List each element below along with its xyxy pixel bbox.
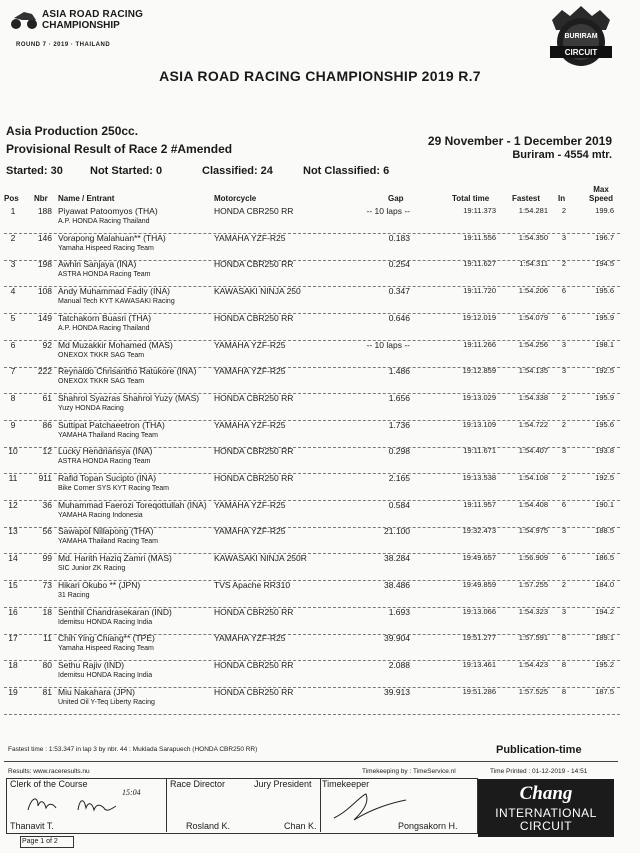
clerk-handwritten-time: 15:04 (122, 788, 141, 797)
column-header-in: In (558, 194, 566, 203)
cell-name: Rafid Topan Sucipto (INA) (58, 473, 157, 483)
cell-moto: YAMAHA YZF-R25 (214, 633, 286, 644)
cell-name: Senthil Chandrasekaran (IND) (58, 606, 172, 617)
cell-in: 6 (561, 286, 567, 296)
cell-name: Shahrol Syazras Shahrol Yuzy (MAS) (58, 392, 200, 403)
table-row (0, 498, 640, 528)
cell-pos: 17 (8, 633, 18, 644)
logo-line-2: CHAMPIONSHIP (42, 20, 120, 31)
cell-gap: 2.088 (388, 659, 410, 670)
cell-total: 19:11.373 (463, 206, 496, 215)
event-date: 29 November - 1 December 2019 (427, 134, 612, 148)
cell-nbr: 222 (37, 366, 52, 377)
cell-fastest: 1:54.975 (518, 526, 548, 536)
cell-name: Andy Muhammad Fadly (INA) (58, 286, 170, 297)
cell-pos: 7 (10, 366, 16, 377)
cell-speed: 195.2 (595, 659, 614, 669)
table-row (0, 444, 640, 474)
championship-logo (8, 6, 144, 52)
cell-fastest: 1:54.206 (518, 286, 548, 296)
column-header-total-time: Total time (452, 194, 490, 203)
cell-total: 19:13.109 (462, 419, 496, 429)
cell-team: Manual Tech KYT KAWASAKI Racing (58, 298, 175, 306)
table-row (0, 471, 640, 501)
cell-nbr: 911 (38, 473, 52, 483)
jury-label: Jury President (254, 779, 312, 789)
table-row (0, 284, 640, 314)
cell-total: 19:11.556 (463, 232, 496, 242)
buriram-circuit-badge (544, 4, 618, 74)
cell-moto: YAMAHA YZF-R25 (214, 232, 286, 243)
cell-pos: 2 (10, 232, 16, 243)
cell-pos: 6 (10, 339, 16, 350)
cell-gap: 1.693 (388, 606, 410, 617)
cell-speed: 195.6 (595, 286, 614, 296)
cell-fastest: 1:54.323 (518, 606, 548, 616)
table-row (0, 391, 640, 421)
table-row (0, 524, 640, 554)
cell-nbr: 61 (42, 392, 52, 403)
cell-in: 6 (561, 499, 567, 509)
cell-in: 3 (561, 366, 567, 376)
cell-nbr: 81 (42, 686, 52, 697)
cell-nbr: 12 (42, 446, 52, 457)
cell-speed: 195.9 (595, 392, 614, 402)
cell-team: Bike Corner SYS KYT Racing Team (58, 485, 170, 492)
cell-gap: 38.486 (384, 579, 410, 590)
cell-name: Sethu Rajiv (IND) (58, 659, 125, 670)
badge-top-text: BURIRAM (564, 33, 598, 40)
cell-speed: 187.5 (595, 686, 614, 696)
cell-fastest: 1:54.079 (518, 312, 548, 322)
cell-gap: -- 10 laps -- (366, 206, 410, 216)
sponsor-line-3: CIRCUIT (519, 819, 573, 833)
cell-name: Suttipat Patchaeetron (THA) (58, 419, 165, 430)
cell-in: 6 (561, 312, 567, 322)
cell-team: Idemitsu HONDA Racing India (58, 671, 153, 679)
cell-pos: 4 (10, 286, 16, 297)
table-row (0, 418, 640, 448)
cell-total: 19:51.277 (462, 633, 496, 643)
cell-team: United Oil Y-Teq Liberty Racing (58, 698, 155, 706)
sponsor-line-1: Chang (519, 783, 573, 804)
cell-name: Chih Ying Chiang** (TPE) (58, 633, 155, 644)
cell-fastest: 1:57.591 (518, 633, 548, 643)
time-printed: Time Printed : 01-12-2019 - 14:51 (490, 768, 588, 775)
cell-moto: YAMAHA YZF-R25 (214, 366, 286, 377)
event-location: Buriram - 4554 mtr. (512, 149, 612, 161)
cell-pos: 3 (10, 259, 16, 270)
cell-moto: KAWASAKI NINJA 250R (214, 553, 307, 564)
cell-total: 19:49.859 (462, 579, 496, 589)
table-row (0, 578, 640, 608)
cell-gap: 0.254 (388, 259, 410, 270)
cell-fastest: 1:54.108 (518, 473, 548, 482)
column-header-motorcycle: Motorcycle (214, 194, 257, 203)
column-header-max: Max (593, 185, 609, 194)
cell-name: Muhammad Faerozi Toreqottullah (INA) (58, 499, 207, 510)
cell-speed: 195.6 (595, 419, 614, 429)
cell-in: 3 (561, 446, 567, 456)
cell-nbr: 92 (42, 339, 52, 350)
sponsor-line-2: INTERNATIONAL (495, 806, 597, 820)
cell-nbr: 146 (37, 232, 52, 243)
cell-pos: 19 (8, 686, 18, 697)
cell-nbr: 80 (42, 659, 52, 670)
cell-nbr: 188 (37, 206, 52, 216)
cell-moto: HONDA CBR250 RR (214, 446, 294, 457)
cell-total: 19:11.720 (463, 286, 496, 296)
cell-name: Reynaldo Chrisantho Ratukore (INA) (58, 366, 197, 377)
cell-pos: 12 (8, 499, 18, 510)
cell-moto: YAMAHA YZF-R25 (214, 419, 286, 430)
results-website: Results: www.raceresults.nu (8, 768, 90, 775)
timekeeper-signature (330, 790, 410, 824)
cell-nbr: 73 (42, 579, 52, 590)
column-header-name: Name / Entrant (58, 194, 115, 203)
cell-total: 19:32.473 (462, 526, 496, 536)
cell-gap: 1.656 (388, 392, 410, 403)
cell-pos: 5 (10, 312, 16, 323)
cell-in: 2 (561, 579, 567, 589)
cell-name: Md. Harith Haziq Zamri (MAS) (58, 553, 172, 564)
cell-in: 8 (561, 659, 567, 669)
clerk-signature (26, 792, 136, 818)
cell-gap: 1.736 (388, 419, 410, 430)
cell-in: 2 (561, 419, 567, 429)
cell-moto: HONDA CBR250 RR (214, 686, 294, 697)
cell-in: 2 (561, 392, 567, 402)
cell-team: ONEXOX TKKR SAG Team (58, 351, 145, 359)
cell-in: 2 (561, 473, 567, 482)
table-row (0, 605, 640, 635)
cell-fastest: 1:56.909 (518, 553, 548, 563)
cell-pos: 8 (10, 392, 16, 403)
cell-gap: 21.100 (384, 526, 410, 537)
cell-in: 2 (561, 259, 567, 269)
cell-team: YAMAHA Thailand Racing Team (58, 431, 158, 439)
cell-gap: -- 10 laps -- (366, 339, 410, 350)
cell-name: Vorapong Malahuan** (THA) (58, 232, 166, 243)
column-header-fastest: Fastest (512, 194, 541, 203)
cell-in: 2 (561, 206, 567, 215)
cell-speed: 192.5 (595, 366, 614, 376)
signature-divider (320, 778, 321, 832)
cell-name: Miu Nakahara (JPN) (58, 686, 135, 697)
race-director-label: Race Director (170, 779, 226, 789)
cell-team: Idemitsu HONDA Racing India (58, 618, 153, 626)
cell-team: Yuzy HONDA Racing (58, 404, 124, 412)
logo-round-line: ROUND 7 · 2019 · THAILAND (16, 42, 111, 48)
cell-total: 19:11.266 (463, 339, 496, 349)
cell-name: Piyawat Patoomyos (THA) (58, 206, 158, 216)
cell-in: 3 (561, 526, 567, 536)
clerk-label: Clerk of the Course (10, 779, 88, 789)
cell-moto: HONDA CBR250 RR (214, 392, 294, 403)
cell-speed: 199.6 (595, 206, 614, 215)
cell-pos: 11 (8, 473, 18, 483)
stat-not-started: Not Started: 0 (90, 165, 163, 177)
table-row (0, 338, 640, 368)
cell-gap: 2.165 (388, 473, 410, 483)
cell-nbr: 99 (42, 553, 52, 564)
cell-fastest: 1:57.525 (518, 686, 548, 696)
cell-total: 19:13.029 (462, 392, 496, 402)
cell-team: A.P. HONDA Racing Thailand (58, 324, 150, 332)
cell-gap: 0.584 (388, 499, 410, 510)
cell-name: Tatchakorn Buasri (THA) (58, 312, 152, 323)
cell-gap: 1.486 (388, 366, 410, 377)
cell-team: 31 Racing (58, 591, 90, 599)
cell-fastest: 1:54.423 (518, 659, 548, 669)
cell-total: 19:12.019 (462, 312, 496, 322)
stat-started: Started: 30 (6, 165, 63, 177)
timekeeper-label: Timekeeper (322, 779, 370, 789)
cell-team: YAMAHA Thailand Racing Team (58, 538, 158, 546)
cell-name: Awhin Sanjaya (INA) (58, 259, 137, 270)
cell-moto: HONDA CBR250 RR (214, 606, 294, 617)
cell-in: 8 (561, 686, 567, 696)
row-separator (4, 714, 620, 715)
cell-gap: 38.284 (384, 553, 410, 564)
race-director-name: Rosland K. (186, 821, 231, 831)
cell-speed: 184.0 (595, 579, 614, 589)
cell-speed: 195.9 (595, 312, 614, 322)
cell-moto: HONDA CBR250 RR (214, 659, 294, 670)
cell-moto: YAMAHA YZF-R25 (214, 339, 286, 350)
clerk-name: Thanavit T. (10, 821, 54, 831)
table-row (0, 551, 640, 581)
cell-team: SIC Junior ZK Racing (58, 565, 126, 573)
cell-pos: 18 (8, 659, 18, 670)
page-number: Page 1 of 2 (22, 838, 58, 845)
cell-moto: KAWASAKI NINJA 250 (214, 286, 301, 297)
document-title: ASIA ROAD RACING CHAMPIONSHIP 2019 R.7 (159, 68, 481, 84)
cell-team: YAMAHA Racing Indonesia (58, 511, 143, 519)
cell-fastest: 1:54.338 (518, 392, 548, 402)
cell-fastest: 1:54.722 (518, 419, 548, 429)
cell-gap: 0.646 (388, 312, 410, 323)
table-row (0, 685, 640, 715)
cell-nbr: 149 (37, 312, 52, 323)
table-row (0, 631, 640, 661)
cell-speed: 190.1 (595, 499, 614, 509)
cell-fastest: 1:54.135 (518, 366, 548, 376)
cell-moto: HONDA CBR250 RR (214, 473, 294, 483)
jury-name: Chan K. (284, 821, 317, 831)
cell-fastest: 1:54.408 (518, 499, 548, 509)
cell-in: 8 (561, 633, 567, 643)
logo-line-1: ASIA ROAD RACING (42, 9, 144, 20)
cell-fastest: 1:54.311 (519, 259, 548, 269)
cell-name: Lucky Hendriansya (INA) (58, 446, 153, 457)
cell-total: 19:49.657 (462, 553, 496, 563)
cell-fastest: 1:57.255 (518, 579, 548, 589)
cell-speed: 188.5 (595, 526, 614, 536)
cell-moto: HONDA CBR250 RR (214, 312, 294, 323)
footer-divider (4, 761, 618, 762)
cell-in: 3 (561, 339, 567, 349)
table-row (0, 364, 640, 394)
badge-bottom-text: CIRCUIT (564, 48, 598, 57)
cell-nbr: 11 (43, 633, 52, 644)
cell-pos: 10 (8, 446, 18, 457)
cell-moto: HONDA CBR250 RR (214, 206, 294, 216)
signature-divider (166, 778, 167, 832)
cell-total: 19:11.627 (463, 259, 496, 269)
cell-team: Yamaha Hispeed Racing Team (58, 645, 154, 653)
cell-fastest: 1:54.256 (518, 339, 548, 349)
column-header-pos: Pos (4, 194, 19, 203)
cell-gap: 39.904 (384, 633, 410, 644)
cell-total: 19:11.671 (463, 446, 496, 456)
timekeeper-name: Pongsakorn H. (398, 821, 458, 831)
cell-speed: 196.7 (595, 232, 614, 242)
cell-pos: 15 (8, 579, 18, 590)
publication-time-label: Publication-time (496, 744, 582, 756)
cell-fastest: 1:54.281 (518, 206, 548, 215)
cell-nbr: 108 (37, 286, 52, 297)
cell-gap: 0.183 (388, 232, 410, 243)
table-row (0, 204, 640, 234)
cell-total: 19:51.286 (462, 686, 496, 696)
cell-total: 19:13.066 (462, 606, 496, 616)
cell-gap: 0.298 (388, 446, 410, 457)
column-header-nbr: Nbr (34, 194, 48, 203)
chang-circuit-logo (478, 779, 614, 837)
cell-fastest: 1:54.350 (518, 232, 548, 242)
cell-team: Yamaha Hispeed Racing Team (58, 244, 154, 252)
cell-team: ONEXOX TKKR SAG Team (58, 378, 145, 386)
cell-in: 3 (561, 606, 567, 616)
cell-speed: 186.5 (595, 553, 614, 563)
cell-speed: 192.5 (595, 473, 614, 482)
class-name: Asia Production 250cc. (6, 124, 139, 138)
table-row (0, 658, 640, 688)
cell-speed: 189.1 (595, 633, 614, 643)
cell-total: 19:13.538 (462, 473, 496, 482)
cell-fastest: 1:54.407 (518, 446, 548, 456)
timekeeping-credit: Timekeeping by : TimeService.nl (362, 768, 456, 775)
cell-speed: 193.8 (595, 446, 614, 456)
cell-name: Hikari Okubo ** (JPN) (58, 579, 141, 590)
table-row (0, 231, 640, 261)
cell-in: 6 (561, 553, 567, 563)
cell-team: ASTRA HONDA Racing Team (58, 458, 151, 466)
cell-moto: HONDA CBR250 RR (214, 259, 294, 270)
cell-speed: 198.1 (595, 339, 614, 349)
cell-nbr: 86 (42, 419, 52, 430)
cell-pos: 1 (10, 206, 16, 216)
cell-moto: TVS Apache RR310 (214, 579, 291, 590)
cell-gap: 0.347 (388, 286, 410, 297)
result-title: Provisional Result of Race 2 #Amended (6, 142, 233, 156)
cell-pos: 16 (8, 606, 18, 617)
cell-pos: 13 (8, 526, 18, 537)
cell-team: ASTRA HONDA Racing Team (58, 271, 151, 279)
table-row (0, 311, 640, 341)
cell-pos: 14 (8, 553, 18, 564)
cell-nbr: 56 (42, 526, 52, 537)
cell-total: 19:13.461 (462, 659, 496, 669)
cell-nbr: 198 (37, 259, 52, 270)
cell-speed: 194.5 (595, 259, 614, 269)
cell-moto: YAMAHA YZF-R25 (214, 526, 286, 537)
column-header-speed: Speed (588, 194, 613, 203)
stat-not-classified: Not Classified: 6 (303, 165, 390, 177)
motorcycle-rider-icon (10, 8, 40, 30)
cell-nbr: 36 (42, 499, 52, 510)
cell-in: 3 (561, 232, 567, 242)
cell-name: Md Muzakkir Mohamed (MAS) (58, 339, 173, 350)
cell-moto: YAMAHA YZF-R25 (214, 499, 286, 510)
cell-name: Sawapol Nillapong (THA) (58, 526, 154, 537)
column-header-gap: Gap (388, 194, 404, 203)
cell-speed: 194.2 (595, 606, 614, 616)
fastest-time-note: Fastest time : 1:53.347 in lap 3 by nbr. 44 : Muklada Sarapuech (HONDA CBR250 RR) (8, 746, 258, 753)
cell-nbr: 18 (42, 606, 52, 617)
cell-gap: 39.913 (384, 686, 410, 697)
cell-pos: 9 (10, 419, 16, 430)
cell-total: 19:12.859 (462, 366, 496, 376)
table-row (0, 257, 640, 287)
stat-classified: Classified: 24 (202, 165, 273, 177)
cell-team: A.P. HONDA Racing Thailand (58, 218, 150, 225)
cell-total: 19:11.957 (463, 499, 496, 509)
